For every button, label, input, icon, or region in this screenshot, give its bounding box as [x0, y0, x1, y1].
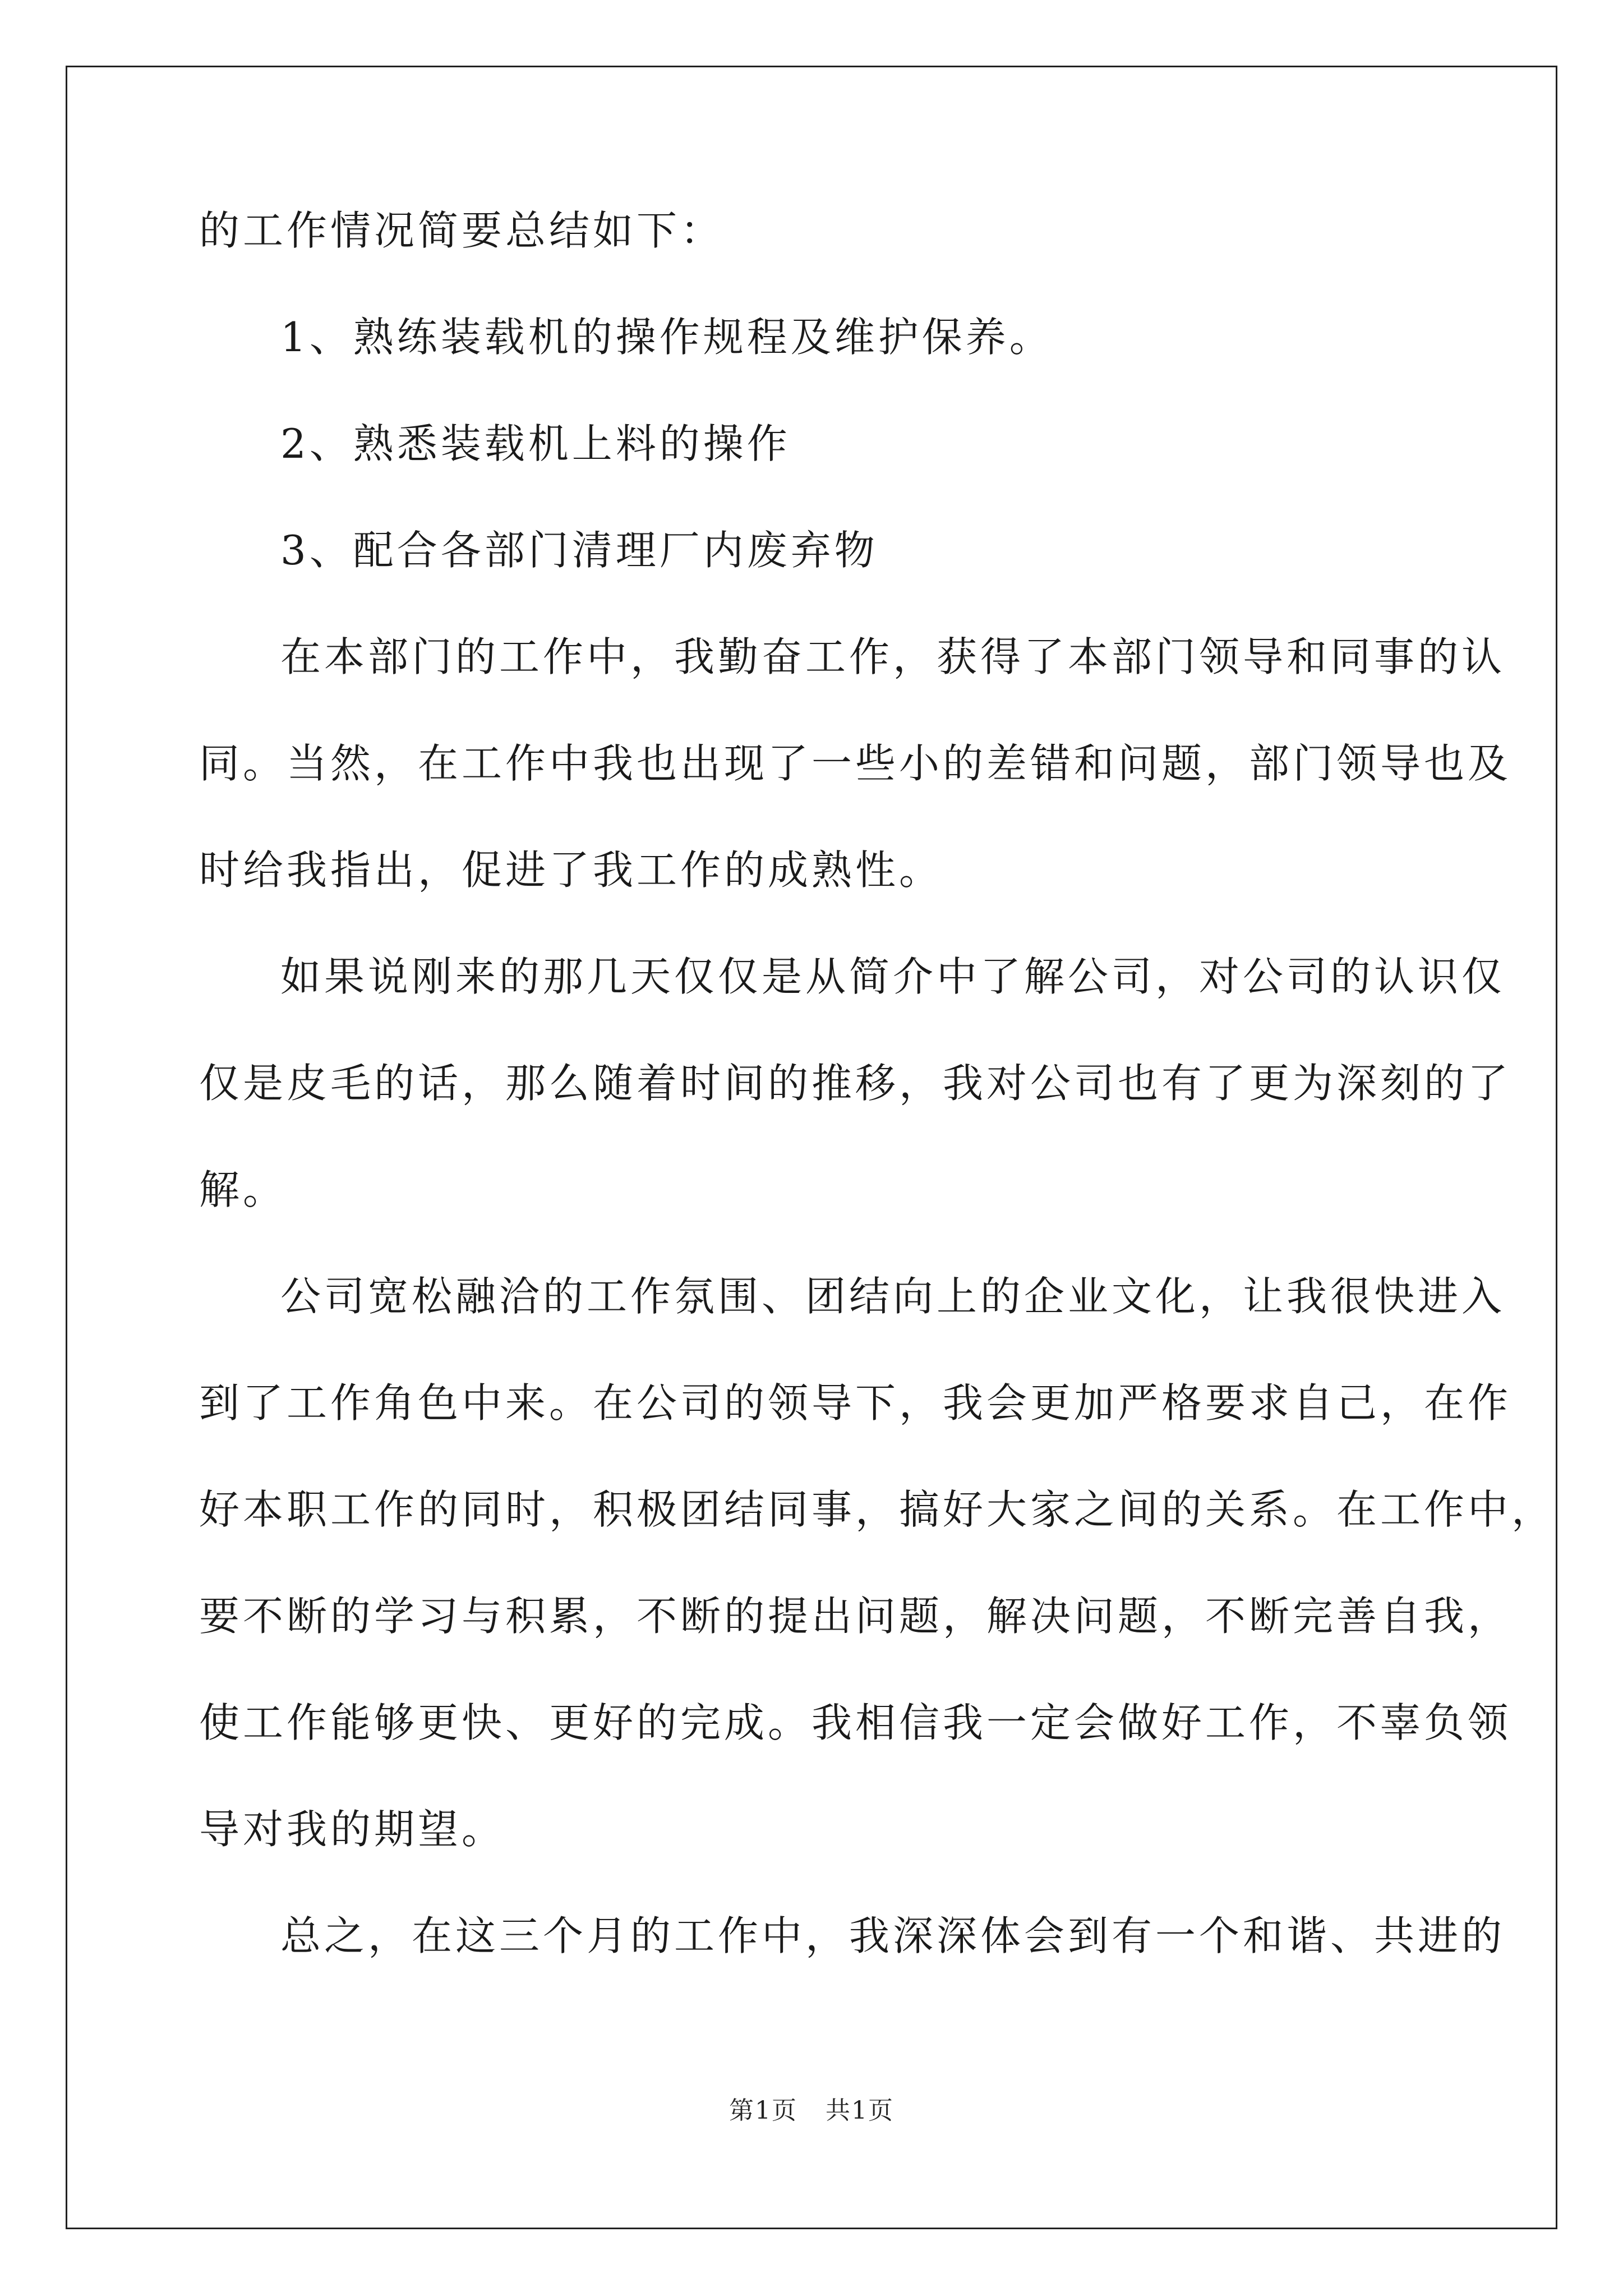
paragraph-line: 好本职工作的同时，积极团结同事，搞好大家之间的关系。在工作中，	[199, 1486, 1556, 1533]
paragraph-line: 同。当然，在工作中我也出现了一些小的差错和问题，部门领导也及	[199, 740, 1512, 787]
paragraph-line: 如果说刚来的那几天仅仅是从简介中了解公司，对公司的认识仅	[280, 953, 1506, 1000]
paragraph-line: 要不断的学习与积累，不断的提出问题，解决问题，不断完善自我，	[199, 1593, 1512, 1640]
paragraph-line: 到了工作角色中来。在公司的领导下，我会更加严格要求自己，在作	[199, 1379, 1512, 1427]
paragraph-line: 导对我的期望。	[199, 1806, 506, 1853]
paragraph-line: 总之，在这三个月的工作中，我深深体会到有一个和谐、共进的	[280, 1912, 1506, 1959]
page-footer	[0, 2090, 1623, 2126]
list-item: 2、熟悉装载机上料的操作	[280, 420, 791, 467]
page-total: 共1页	[826, 2096, 894, 2125]
paragraph-line: 解。	[199, 1166, 287, 1213]
paragraph-line: 公司宽松融洽的工作氛围、团结向上的企业文化，让我很快进入	[280, 1273, 1506, 1320]
page-number: 第1页	[729, 2096, 797, 2125]
paragraph-line: 仅是皮毛的话，那么随着时间的推移，我对公司也有了更为深刻的了	[199, 1060, 1512, 1107]
list-item: 1、熟练装载机的操作规程及维护保养。	[280, 314, 1053, 361]
paragraph-line: 在本部门的工作中，我勤奋工作，获得了本部门领导和同事的认	[280, 633, 1506, 680]
paragraph-line: 时给我指出，促进了我工作的成熟性。	[199, 846, 943, 894]
list-item: 3、配合各部门清理厂内废弃物	[280, 527, 878, 574]
paragraph-line: 使工作能够更快、更好的完成。我相信我一定会做好工作，不辜负领	[199, 1699, 1512, 1746]
text-line: 的工作情况简要总结如下：	[199, 207, 725, 254]
document-body	[199, 205, 1556, 2017]
